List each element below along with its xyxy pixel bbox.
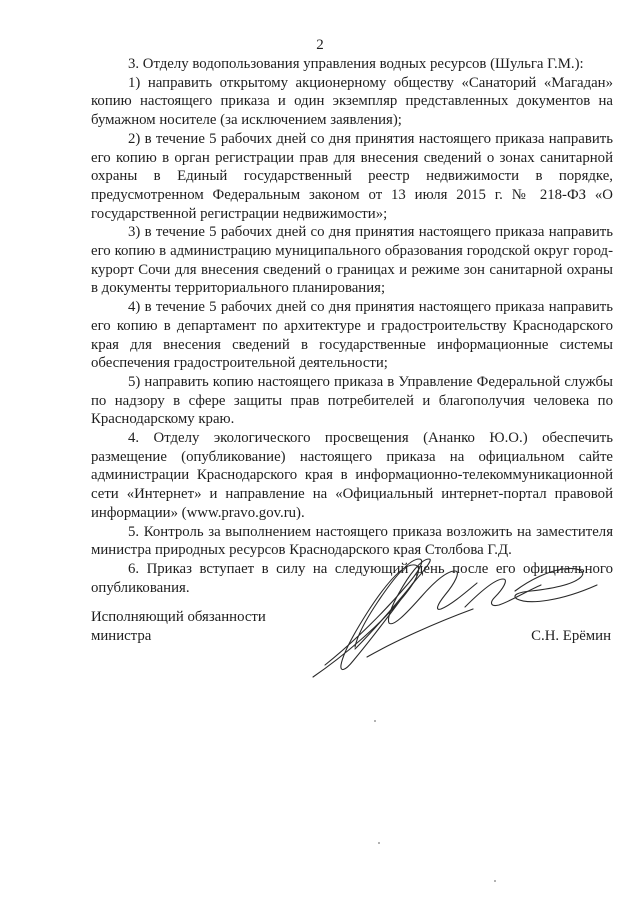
signatory-name: С.Н. Ерёмин (531, 628, 611, 644)
paragraph-item-3: 3. Отделу водопользования управления водных ресурсов (Шульга Г.М.): (128, 56, 584, 72)
scan-speck (494, 880, 496, 882)
paragraph-subitem-5: 5) направить копию настоящего приказа в Управление Федеральной службы по надзору в сфере защиты прав потребителей и благополучия человека по Краснодарскому краю. (91, 373, 613, 428)
signatory-position-line-2: министра (91, 628, 152, 644)
paragraph-subitem-4: 4) в течение 5 рабочих дней со дня принятия настоящего приказа направить его копию в департамент по архитектуре и градостроительству Краснодарского края для внесения сведений в государственные информационные системы обеспечения градостроительной деятельности; (91, 299, 613, 372)
page-number: 2 (316, 37, 324, 53)
document-body (91, 55, 613, 597)
paragraph-subitem-2: 2) в течение 5 рабочих дней со дня принятия настоящего приказа направить его копию в орган регистрации прав для внесения сведений о зонах санитарной охраны в Единый государственный реестр недвижимости в порядке, предусмотренном Федеральным законом от 13 июля 2015 г. № 218-ФЗ «О государственной регистрации недвижимости»; (91, 130, 613, 222)
paragraph-subitem-1: 1) направить открытому акционерному обществу «Санаторий «Магадан» копию настоящего приказа и один экземпляр представленных документов на бумажном носителе (за исключением заявления); (91, 74, 613, 129)
paragraph-subitem-3: 3) в течение 5 рабочих дней со дня принятия настоящего приказа направить его копию в администрацию муниципального образования городской округ город-курорт Сочи для внесения сведений о границах и режиме зон санитарной охраны в документы территориального планирования; (91, 224, 613, 297)
signatory-position (91, 608, 266, 646)
scan-speck (378, 842, 380, 844)
scan-speck (374, 720, 376, 722)
paragraph-item-6: 6. Приказ вступает в силу на следующий день после его официального опубликования. (91, 560, 613, 596)
paragraph-item-5: 5. Контроль за выполнением настоящего приказа возложить на заместителя министра природных ресурсов Краснодарского края Столбова Г.Д. (91, 523, 613, 559)
handwritten-signature (305, 545, 605, 695)
paragraph-item-4: 4. Отделу экологического просвещения (Ананко Ю.О.) обеспечить размещение (опубликование) настоящего приказа на официальном сайте администрации Краснодарского края в информационно-телекоммуникационной сети «Интернет» и направление на «Официальный интернет-портал правовой информации» (www.pravo.gov.ru). (91, 430, 613, 521)
signatory-position-line-1: Исполняющий обязанности (91, 609, 266, 625)
